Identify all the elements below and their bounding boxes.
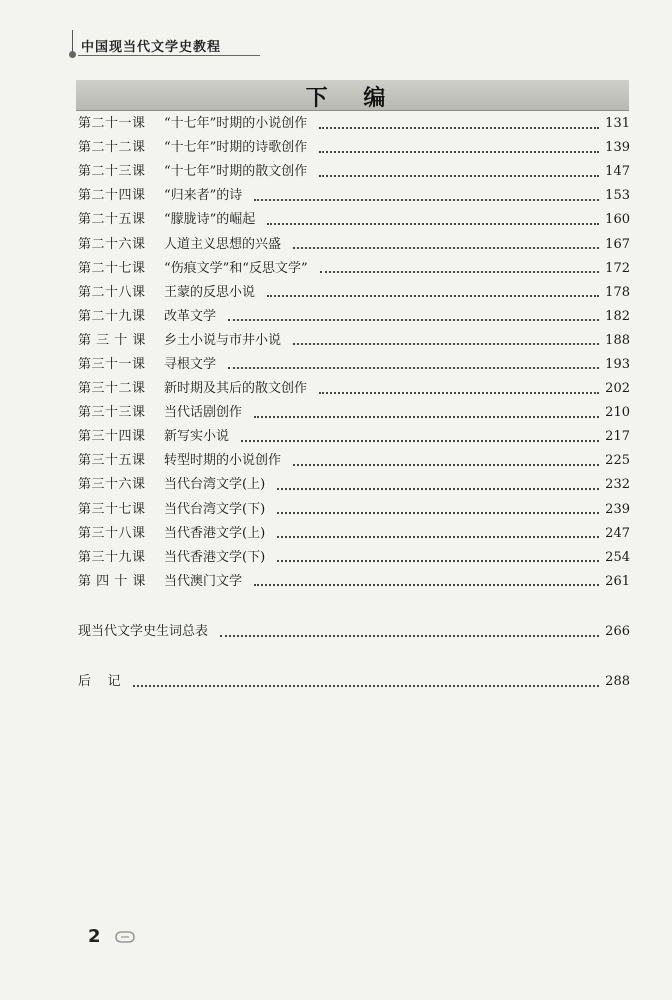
dot-leader <box>241 439 599 442</box>
lesson-number: 第 三 十 课 <box>78 332 146 348</box>
page-reference: 261 <box>605 573 630 589</box>
toc-entry[interactable] <box>78 546 630 570</box>
dot-leader <box>293 246 599 249</box>
dot-leader <box>254 415 599 418</box>
dot-leader <box>228 366 599 369</box>
dot-leader <box>254 583 599 586</box>
page-reference: 288 <box>605 674 630 690</box>
lesson-title: 转型时期的小说创作 <box>164 453 282 469</box>
toc-entry[interactable] <box>78 329 630 353</box>
dot-leader <box>277 535 599 538</box>
header-underline <box>78 55 260 56</box>
footer-ornament-icon <box>114 930 136 944</box>
dot-leader <box>319 150 599 153</box>
page-reference: 232 <box>605 477 630 493</box>
page-reference: 139 <box>605 140 630 156</box>
lesson-title: 当代香港文学(上) <box>164 525 266 541</box>
toc-entry[interactable] <box>78 232 630 256</box>
dot-leader <box>319 391 599 394</box>
dot-leader <box>267 294 599 297</box>
lesson-title: 当代澳门文学 <box>164 573 243 589</box>
dot-leader <box>133 684 600 687</box>
toc-entry[interactable] <box>78 160 630 184</box>
lesson-number: 第二十一课 <box>78 116 146 132</box>
toc-entry[interactable] <box>78 377 630 401</box>
lesson-number: 第三十六课 <box>78 477 146 493</box>
lesson-number: 第三十二课 <box>78 381 146 397</box>
page-reference: 188 <box>605 332 630 348</box>
page-reference: 210 <box>605 405 630 421</box>
page-reference: 182 <box>605 308 630 324</box>
dot-leader <box>228 318 599 321</box>
toc-entry[interactable] <box>78 425 630 449</box>
toc-entry[interactable] <box>78 498 630 522</box>
lesson-title: “朦胧诗”的崛起 <box>164 212 256 228</box>
toc-entry[interactable] <box>78 522 630 546</box>
lesson-number: 第 四 十 课 <box>78 573 146 589</box>
dot-leader <box>277 559 599 562</box>
page-reference: 147 <box>605 164 630 180</box>
page-reference: 247 <box>605 525 630 541</box>
lesson-title: “十七年”时期的诗歌创作 <box>164 140 308 156</box>
dot-leader <box>267 222 599 225</box>
toc-entry[interactable] <box>78 401 630 425</box>
running-header <box>72 30 262 58</box>
page-reference: 153 <box>605 188 630 204</box>
lesson-number: 第三十一课 <box>78 356 146 372</box>
book-title: 中国现当代文学史教程 <box>81 40 222 55</box>
lesson-title: 当代台湾文学(上) <box>164 477 266 493</box>
lesson-number: 第二十八课 <box>78 284 146 300</box>
page-number: 2 <box>88 926 101 947</box>
page-reference: 193 <box>605 356 630 372</box>
page-reference: 172 <box>605 260 630 276</box>
lesson-number: 第三十七课 <box>78 501 146 517</box>
dot-leader <box>319 174 599 177</box>
toc-entry[interactable] <box>78 353 630 377</box>
table-of-contents <box>78 112 630 594</box>
lesson-number: 第三十九课 <box>78 549 146 565</box>
lesson-number: 第三十五课 <box>78 453 146 469</box>
page-reference: 202 <box>605 381 630 397</box>
page-reference: 225 <box>605 453 630 469</box>
page-reference: 217 <box>605 429 630 445</box>
header-dot-ornament <box>69 51 76 58</box>
toc-entry[interactable] <box>78 305 630 329</box>
lesson-title: 改革文学 <box>164 308 217 324</box>
dot-leader <box>320 270 600 273</box>
appendix-title: 现当代文学史生词总表 <box>78 624 209 640</box>
lesson-title: “伤痕文学”和“反思文学” <box>164 260 308 276</box>
lesson-number: 第二十七课 <box>78 260 146 276</box>
lesson-number: 第二十九课 <box>78 308 146 324</box>
section-title: 下 编 <box>305 86 400 111</box>
lesson-title: “十七年”时期的小说创作 <box>164 116 308 132</box>
lesson-title: 人道主义思想的兴盛 <box>164 236 282 252</box>
lesson-number: 第二十三课 <box>78 164 146 180</box>
lesson-title: 当代台湾文学(下) <box>164 501 266 517</box>
toc-entry-vocabulary-index[interactable] <box>78 620 630 644</box>
page-reference: 239 <box>605 501 630 517</box>
lesson-title: “归来者”的诗 <box>164 188 243 204</box>
dot-leader <box>254 198 599 201</box>
page-reference: 167 <box>605 236 630 252</box>
lesson-number: 第三十四课 <box>78 429 146 445</box>
toc-entry[interactable] <box>78 473 630 497</box>
page-reference: 178 <box>605 284 630 300</box>
dot-leader <box>319 126 599 129</box>
lesson-number: 第三十三课 <box>78 405 146 421</box>
lesson-title: “十七年”时期的散文创作 <box>164 164 308 180</box>
page-reference: 160 <box>605 212 630 228</box>
toc-entry[interactable] <box>78 281 630 305</box>
lesson-title: 王蒙的反思小说 <box>164 284 256 300</box>
lesson-title: 新时期及其后的散文创作 <box>164 381 308 397</box>
page-reference: 266 <box>605 624 630 640</box>
dot-leader <box>277 511 599 514</box>
lesson-title: 寻根文学 <box>164 356 217 372</box>
lesson-number: 第二十四课 <box>78 188 146 204</box>
lesson-title: 乡土小说与市井小说 <box>164 332 282 348</box>
lesson-title: 当代话剧创作 <box>164 405 243 421</box>
toc-entry[interactable] <box>78 570 630 594</box>
lesson-number: 第三十八课 <box>78 525 146 541</box>
lesson-number: 第二十二课 <box>78 140 146 156</box>
toc-entry[interactable] <box>78 184 630 208</box>
toc-entry[interactable] <box>78 208 630 232</box>
section-banner <box>76 80 629 111</box>
lesson-title: 新写实小说 <box>164 429 230 445</box>
dot-leader <box>293 463 599 466</box>
appendix-title: 后 记 <box>78 674 121 690</box>
dot-leader <box>220 634 599 637</box>
lesson-number: 第二十五课 <box>78 212 146 228</box>
toc-entry-afterword[interactable] <box>78 670 630 694</box>
dot-leader <box>293 342 599 345</box>
dot-leader <box>277 487 599 490</box>
toc-entry[interactable] <box>78 136 630 160</box>
lesson-title: 当代香港文学(下) <box>164 549 266 565</box>
toc-entry[interactable] <box>78 257 630 281</box>
toc-entry[interactable] <box>78 449 630 473</box>
page-reference: 131 <box>605 116 630 132</box>
lesson-number: 第二十六课 <box>78 236 146 252</box>
page-reference: 254 <box>605 549 630 565</box>
toc-entry[interactable] <box>78 112 630 136</box>
